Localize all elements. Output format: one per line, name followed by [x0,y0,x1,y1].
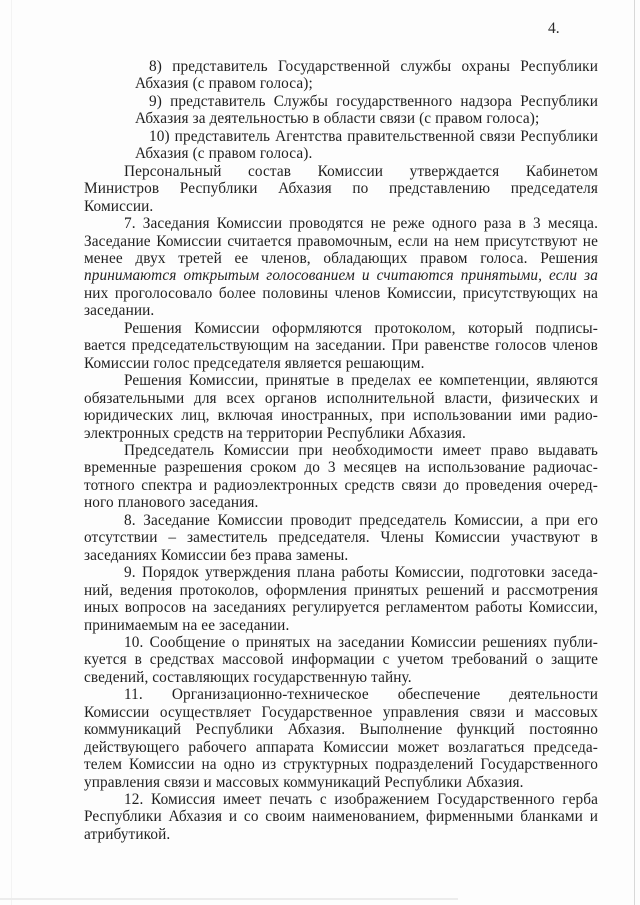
text-line: Решения Комиссии оформляются протоколом, который подписы- [124,319,598,337]
text-line: 7. Заседания Комиссии проводятся не реже одного раза в 3 месяца. [124,215,598,233]
text-line: заседаниях Комиссии без права замены. [84,546,349,564]
text-line: ного планового заседания. [84,494,259,512]
text-line: 9) представитель Службы государственного надзора Республики [149,92,598,110]
text-line: куется в средствах массовой информации с учетом требований о защите [84,651,598,669]
document-text [84,58,598,843]
text-line: тотного спектра и радиоэлектронных средств связи до проведения очеред- [84,476,598,494]
text-line: Председатель Комиссии при необходимости имеет право выдавать [124,441,598,459]
scan-edge-right [634,0,635,905]
text-line: заседании. [84,302,155,320]
text-line: Абхазия (с правом голоса); [135,75,313,93]
text-line: Республики Абхазия и со своим наименованием, фирменными бланками и [84,808,598,826]
text-line: атрибутикой. [84,825,171,843]
text-line: сведений, составляющих государственную тайну. [84,668,412,686]
text-line: Комиссии голос председателя является решающим. [84,354,425,372]
text-line: Министров Республики Абхазия по представлению председателя [84,180,598,198]
text-line: 8. Заседание Комиссии проводит председатель Комиссии, а при его [124,511,598,529]
text-line: Персональный состав Комиссии утверждается Кабинетом [124,162,598,180]
text-line: электронных средств на территории Республики Абхазия. [84,424,466,442]
text-line: коммуникаций Республики Абхазия. Выполнение функций постоянно [84,721,598,739]
text-line: иных вопросов на заседаниях регулируется регламентом работы Комиссии, [84,599,598,617]
text-line: 11. Организационно-техническое обеспечение деятельности [124,686,598,704]
text-line: действующего рабочего аппарата Комиссии может возлагаться председа- [84,738,598,756]
text-line: телем Комиссии на одно из структурных подразделений Государственного [84,756,598,774]
text-line: 10. Сообщение о принятых на заседании Комиссии решениях публи- [124,633,598,651]
text-line: обязательными для всех органов исполнительной власти, физических и [84,389,598,407]
text-line: 8) представитель Государственной службы охраны Республики [149,58,598,75]
text-line: Решения Комиссии, принятые в пределах ее компетенции, являются [124,372,598,390]
text-line: ний, ведения протоколов, оформления принятых решений и рассмотрения [84,581,598,599]
text-line: отсутствии – заместитель председателя. Члены Комиссии участвуют в [84,529,598,547]
text-line: вается председательствующим на заседании. При равенстве голосов членов [84,337,598,355]
text-line: них проголосовало более половины членов Комиссии, присутствующих на [84,284,598,302]
text-line: принимаемым на ее заседании. [84,616,290,634]
text-line: Заседание Комиссии считается правомочным, если на нем присутствуют не [84,232,598,250]
text-line: 10) представитель Агентства правительственной связи Республики [149,127,598,145]
text-line: Абхазия за деятельностью в области связи (с правом голоса); [135,110,540,128]
scan-edge-bottom [0,898,458,900]
text-line: Комиссии осуществляет Государственное управления связи и массовых [84,703,598,721]
text-line: менее двух третей ее членов, обладающих правом голоса. Решения [84,249,598,267]
scan-edge-left [11,0,12,905]
text-line: управления связи и массовых коммуникаций Республики Абхазия. [84,773,524,791]
page-number: 4. [548,20,560,37]
text-line: юридических лиц, включая иностранных, при использовании ими радио- [84,407,598,425]
text-line: принимаются открытым голосованием и считаются принятыми, если за [84,267,598,285]
text-line: 9. Порядок утверждения плана работы Комиссии, подготовки заседа- [124,564,598,582]
text-line: Комиссии. [84,197,154,215]
text-line: Абхазия (с правом голоса). [135,145,313,163]
text-line: 12. Комиссия имеет печать с изображением Государственного герба [124,791,598,809]
text-line: временные разрешения сроком до 3 месяцев на использование радиочас- [84,459,598,477]
